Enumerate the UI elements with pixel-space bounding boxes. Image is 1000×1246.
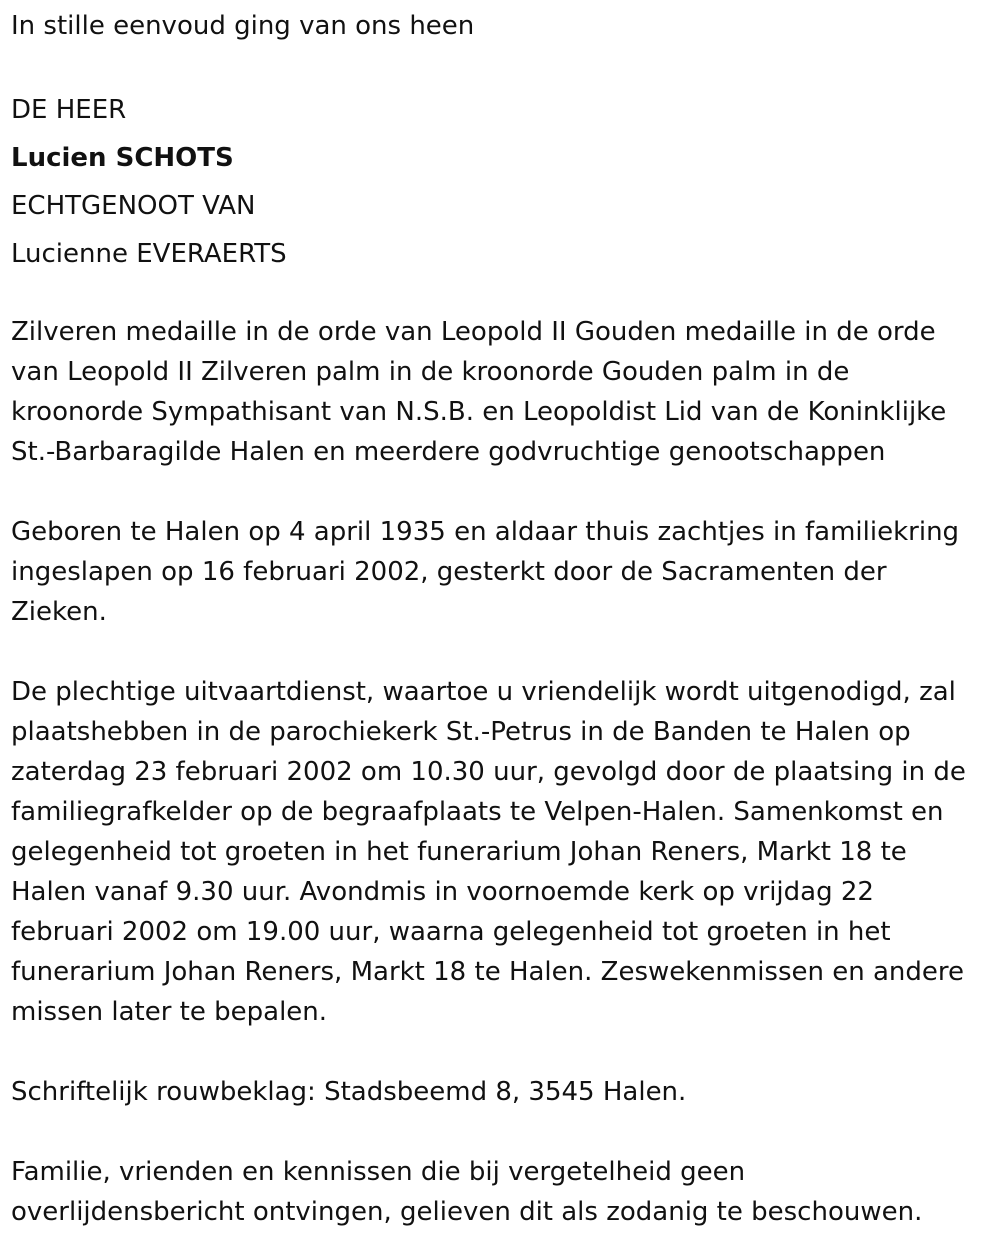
funeral-line: missen later te bepalen.	[11, 997, 328, 1027]
funeral-line: plaatshebben in de parochiekerk St.-Petrus in de Banden te Halen op	[11, 717, 911, 747]
funeral-line: gelegenheid tot groeten in het funerarium Johan Reners, Markt 18 te	[11, 837, 907, 867]
spacer	[11, 278, 985, 312]
condolence-address: Schriftelijk rouwbeklag: Stadsbeemd 8, 3545 Halen.	[11, 1077, 687, 1107]
funeral-paragraph	[11, 672, 985, 1032]
spacer	[11, 632, 985, 672]
birth-line: Zieken.	[11, 597, 107, 627]
honours-paragraph	[11, 312, 985, 472]
closing-paragraph	[11, 1152, 985, 1232]
funeral-line: zaterdag 23 februari 2002 om 10.30 uur, gevolgd door de plaatsing in de	[11, 757, 966, 787]
funeral-line: De plechtige uitvaartdienst, waartoe u vriendelijk wordt uitgenodigd, zal	[11, 677, 956, 707]
spacer	[11, 46, 985, 86]
birth-paragraph	[11, 512, 985, 632]
funeral-line: februari 2002 om 19.00 uur, waarna gelegenheid tot groeten in het	[11, 917, 891, 947]
spouse-name: Lucienne EVERAERTS	[11, 239, 287, 269]
closing-line: Familie, vrienden en kennissen die bij vergetelheid geen	[11, 1157, 746, 1187]
relation-text: ECHTGENOOT VAN	[11, 191, 256, 221]
spacer	[11, 1032, 985, 1072]
birth-line: Geboren te Halen op 4 april 1935 en aldaar thuis zachtjes in familiekring	[11, 517, 960, 547]
spacer	[11, 1112, 985, 1152]
funeral-line: funerarium Johan Reners, Markt 18 te Halen. Zeswekenmissen en andere	[11, 957, 965, 987]
title-text: DE HEER	[11, 95, 127, 125]
funeral-line: familiegrafkelder op de begraafplaats te Velpen-Halen. Samenkomst en	[11, 797, 944, 827]
intro-text: In stille eenvoud ging van ons heen	[11, 11, 475, 41]
spacer	[11, 472, 985, 512]
funeral-line: Halen vanaf 9.30 uur. Avondmis in voornoemde kerk op vrijdag 22	[11, 877, 874, 907]
honours-line: Zilveren medaille in de orde van Leopold II Gouden medaille in de orde	[11, 317, 936, 347]
honours-line: St.-Barbaragilde Halen en meerdere godvruchtige genootschappen	[11, 437, 886, 467]
birth-line: ingeslapen op 16 februari 2002, gesterkt door de Sacramenten der	[11, 557, 887, 587]
deceased-name: Lucien SCHOTS	[11, 143, 234, 173]
closing-line: overlijdensbericht ontvingen, gelieven dit als zodanig te beschouwen.	[11, 1197, 923, 1227]
honours-line: kroonorde Sympathisant van N.S.B. en Leopoldist Lid van de Koninklijke	[11, 397, 947, 427]
honours-line: van Leopold II Zilveren palm in de kroonorde Gouden palm in de	[11, 357, 850, 387]
